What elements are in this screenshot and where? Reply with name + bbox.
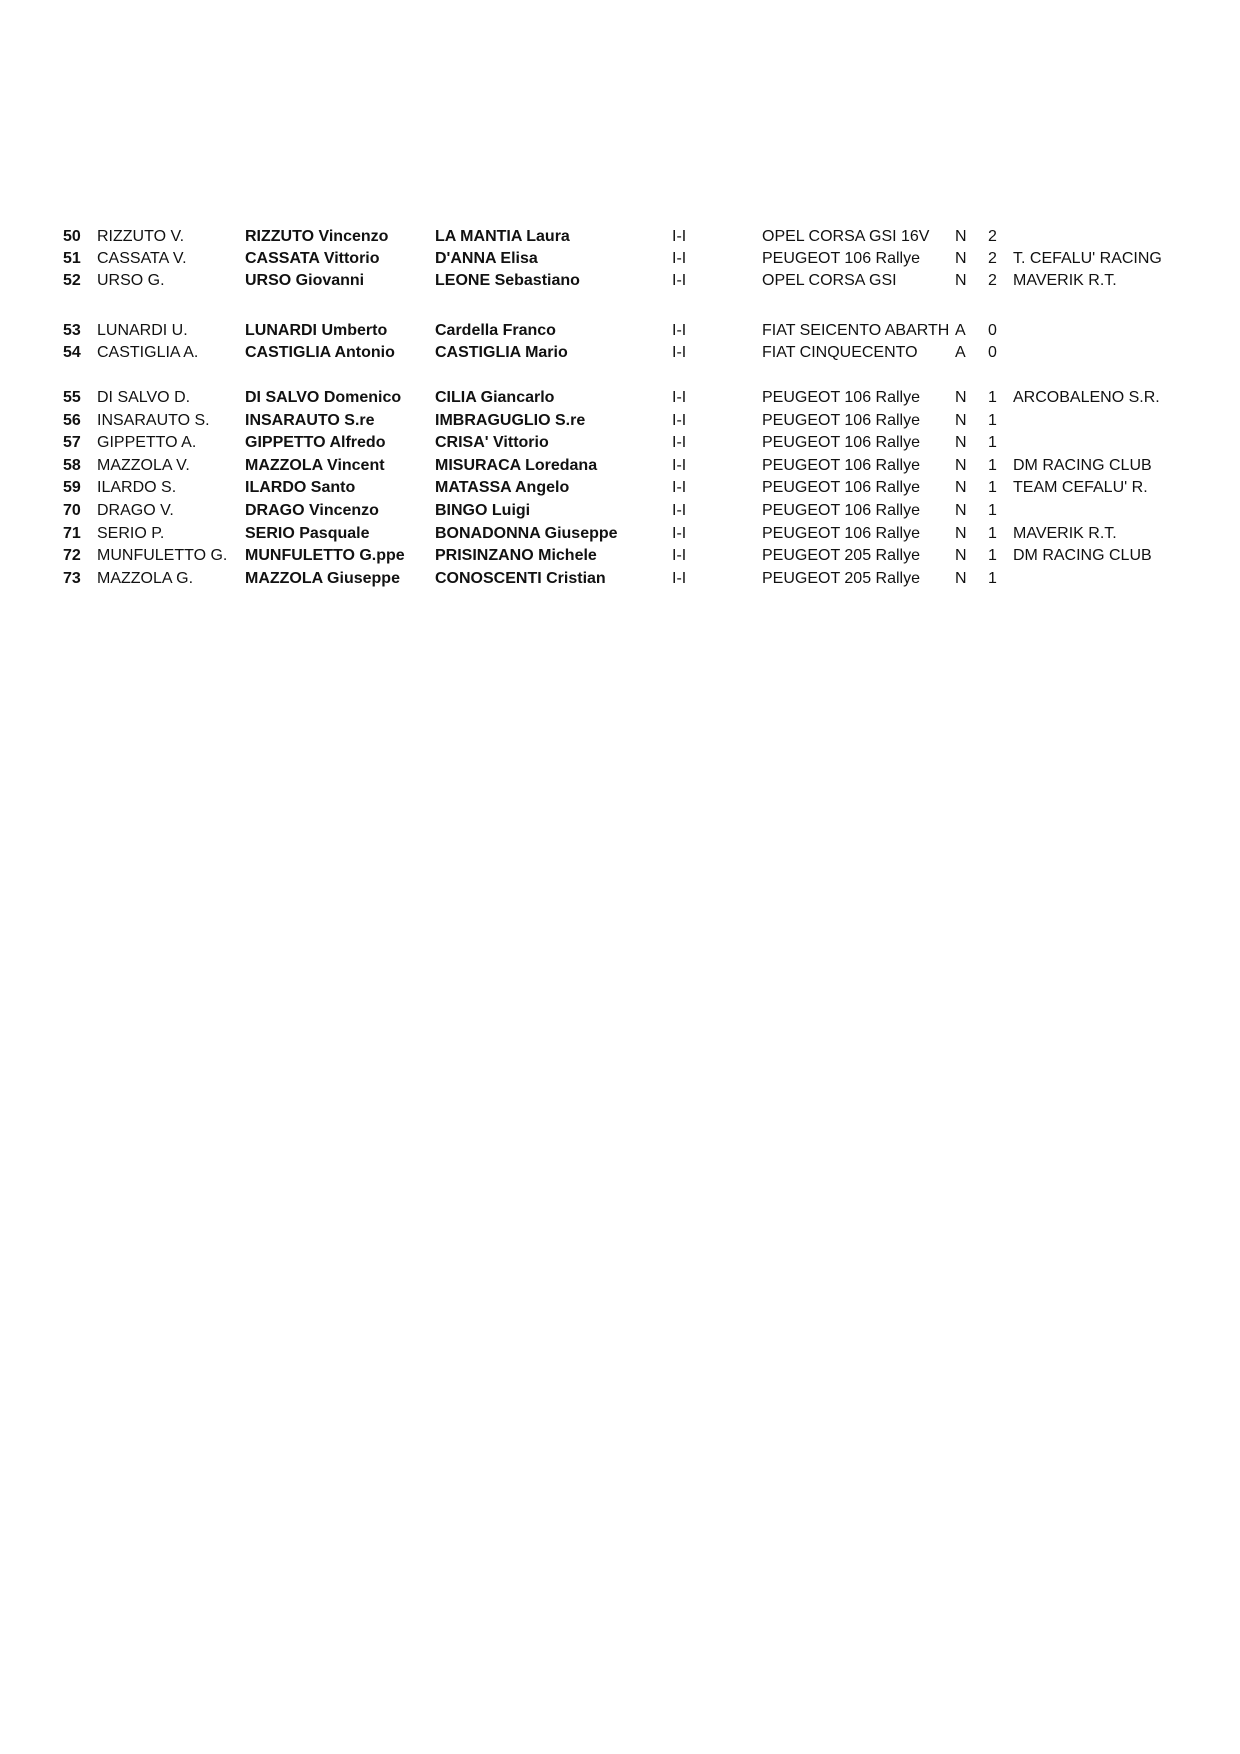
codriver-name: CILIA Giancarlo (435, 389, 555, 406)
driver-name: DI SALVO Domenico (245, 389, 402, 406)
entry-row (0, 343, 1240, 365)
nationality: I-I (672, 322, 687, 339)
codriver-name: CASTIGLIA Mario (435, 344, 568, 362)
driver-name: MAZZOLA Giuseppe (245, 569, 400, 587)
driver-name: ILARDO Santo (245, 479, 356, 497)
competitor-abbrev: SERIO P. (97, 524, 165, 542)
class-number: 1 (988, 479, 997, 497)
codriver-name: IMBRAGUGLIO S.re (435, 411, 586, 429)
codriver-name: Cardella Franco (435, 322, 556, 339)
car-model: PEUGEOT 106 Rallye (762, 524, 920, 542)
competitor-abbrev: DI SALVO D. (97, 389, 191, 406)
group-letter: A (955, 344, 966, 362)
nationality: I-I (672, 228, 687, 245)
class-number: 2 (988, 250, 997, 268)
nationality: I-I (672, 569, 687, 587)
entry-row (0, 524, 1240, 546)
codriver-name: MATASSA Angelo (435, 479, 570, 497)
group-letter: N (955, 524, 967, 542)
team-name: TEAM CEFALU' R. (1013, 479, 1148, 497)
entry-number: 53 (63, 322, 81, 339)
group-letter: N (955, 456, 967, 474)
team-name: MAVERIK R.T. (1013, 272, 1117, 290)
competitor-abbrev: GIPPETTO A. (97, 434, 197, 452)
driver-name: CASSATA Vittorio (245, 250, 380, 268)
class-number: 1 (988, 569, 997, 587)
team-name: T. CEFALU' RACING (1013, 250, 1162, 268)
class-number: 1 (988, 389, 997, 406)
entry-row (0, 321, 1240, 343)
driver-name: MAZZOLA Vincent (245, 456, 385, 474)
class-number: 0 (988, 322, 997, 339)
entry-number: 54 (63, 344, 81, 362)
car-model: FIAT CINQUECENTO (762, 344, 918, 362)
entry-number: 70 (63, 502, 81, 519)
group-letter: N (955, 434, 967, 452)
driver-name: LUNARDI Umberto (245, 322, 388, 339)
competitor-abbrev: URSO G. (97, 272, 165, 290)
driver-name: INSARAUTO S.re (245, 411, 375, 429)
team-name: ARCOBALENO S.R. (1013, 389, 1160, 406)
entry-row (0, 433, 1240, 455)
codriver-name: PRISINZANO Michele (435, 547, 597, 565)
class-number: 1 (988, 524, 997, 542)
entry-number: 55 (63, 389, 81, 406)
entry-row (0, 569, 1240, 591)
codriver-name: BINGO Luigi (435, 502, 531, 519)
group-letter: N (955, 228, 967, 245)
codriver-name: LA MANTIA Laura (435, 228, 570, 245)
entry-row (0, 271, 1240, 293)
group-letter: N (955, 250, 967, 268)
class-number: 1 (988, 411, 997, 429)
entry-row (0, 546, 1240, 568)
nationality: I-I (672, 250, 687, 268)
class-number: 1 (988, 502, 997, 519)
entry-number: 52 (63, 272, 81, 290)
competitor-abbrev: MAZZOLA G. (97, 569, 194, 587)
group-letter: N (955, 569, 967, 587)
nationality: I-I (672, 479, 687, 497)
entry-number: 51 (63, 250, 81, 268)
nationality: I-I (672, 547, 687, 565)
codriver-name: MISURACA Loredana (435, 456, 598, 474)
car-model: PEUGEOT 106 Rallye (762, 411, 920, 429)
competitor-abbrev: MAZZOLA V. (97, 456, 190, 474)
codriver-name: D'ANNA Elisa (435, 250, 538, 268)
competitor-abbrev: RIZZUTO V. (97, 228, 185, 245)
class-number: 2 (988, 272, 997, 290)
car-model: PEUGEOT 106 Rallye (762, 389, 920, 406)
team-name: DM RACING CLUB (1013, 456, 1152, 474)
group-letter: N (955, 411, 967, 429)
entry-number: 72 (63, 547, 81, 565)
codriver-name: CRISA' Vittorio (435, 434, 549, 452)
competitor-abbrev: CASTIGLIA A. (97, 344, 199, 362)
competitor-abbrev: CASSATA V. (97, 250, 187, 268)
group-letter: N (955, 502, 967, 519)
entry-row (0, 388, 1240, 410)
entry-number: 71 (63, 524, 81, 542)
car-model: PEUGEOT 205 Rallye (762, 547, 920, 565)
entry-row (0, 227, 1240, 249)
driver-name: GIPPETTO Alfredo (245, 434, 386, 452)
car-model: PEUGEOT 106 Rallye (762, 250, 920, 268)
group-letter: N (955, 272, 967, 290)
class-number: 1 (988, 547, 997, 565)
group-letter: N (955, 547, 967, 565)
driver-name: URSO Giovanni (245, 272, 365, 290)
driver-name: CASTIGLIA Antonio (245, 344, 395, 362)
entry-number: 50 (63, 228, 81, 245)
entry-row (0, 249, 1240, 271)
entry-row (0, 501, 1240, 523)
class-number: 1 (988, 434, 997, 452)
nationality: I-I (672, 272, 687, 290)
car-model: FIAT SEICENTO ABARTH (762, 322, 950, 339)
entry-number: 56 (63, 411, 81, 429)
codriver-name: LEONE Sebastiano (435, 272, 580, 290)
codriver-name: BONADONNA Giuseppe (435, 524, 618, 542)
class-number: 0 (988, 344, 997, 362)
nationality: I-I (672, 456, 687, 474)
car-model: OPEL CORSA GSI (762, 272, 897, 290)
car-model: PEUGEOT 106 Rallye (762, 502, 920, 519)
nationality: I-I (672, 434, 687, 452)
competitor-abbrev: INSARAUTO S. (97, 411, 210, 429)
codriver-name: CONOSCENTI Cristian (435, 569, 606, 587)
car-model: OPEL CORSA GSI 16V (762, 228, 930, 245)
entry-row (0, 411, 1240, 433)
nationality: I-I (672, 389, 687, 406)
group-letter: A (955, 322, 966, 339)
car-model: PEUGEOT 106 Rallye (762, 434, 920, 452)
competitor-abbrev: LUNARDI U. (97, 322, 188, 339)
team-name: MAVERIK R.T. (1013, 524, 1117, 542)
team-name: DM RACING CLUB (1013, 547, 1152, 565)
class-number: 1 (988, 456, 997, 474)
nationality: I-I (672, 502, 687, 519)
entry-number: 58 (63, 456, 81, 474)
entry-number: 57 (63, 434, 81, 452)
driver-name: MUNFULETTO G.ppe (245, 547, 405, 565)
group-letter: N (955, 479, 967, 497)
competitor-abbrev: DRAGO V. (97, 502, 174, 519)
nationality: I-I (672, 524, 687, 542)
nationality: I-I (672, 411, 687, 429)
competitor-abbrev: MUNFULETTO G. (97, 547, 228, 565)
class-number: 2 (988, 228, 997, 245)
car-model: PEUGEOT 205 Rallye (762, 569, 920, 587)
entry-row (0, 478, 1240, 500)
competitor-abbrev: ILARDO S. (97, 479, 177, 497)
entry-row (0, 456, 1240, 478)
group-letter: N (955, 389, 967, 406)
driver-name: SERIO Pasquale (245, 524, 370, 542)
car-model: PEUGEOT 106 Rallye (762, 456, 920, 474)
entry-number: 59 (63, 479, 81, 497)
driver-name: RIZZUTO Vincenzo (245, 228, 389, 245)
entry-number: 73 (63, 569, 81, 587)
nationality: I-I (672, 344, 687, 362)
car-model: PEUGEOT 106 Rallye (762, 479, 920, 497)
driver-name: DRAGO Vincenzo (245, 502, 379, 519)
